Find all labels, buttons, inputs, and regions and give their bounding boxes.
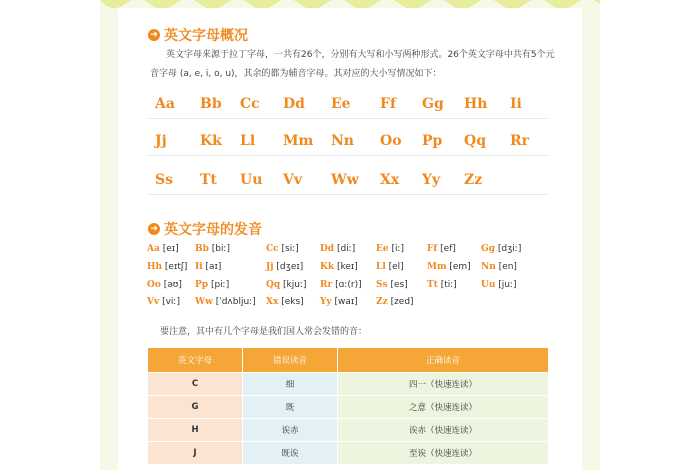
phonetic-entry xyxy=(427,262,471,272)
letter-pair: Kk xyxy=(200,133,222,149)
phonetic-symbol: [kjuː] xyxy=(283,280,307,290)
letter-pair: Vv xyxy=(283,172,302,188)
phonetic-symbol: [juː] xyxy=(498,280,517,290)
phonetic-symbol: [diː] xyxy=(336,244,356,254)
arrow-icon: ➜ xyxy=(148,223,160,235)
phonetic-symbol: [waɪ] xyxy=(334,297,358,307)
section-title: 英文字母概况 xyxy=(164,28,248,44)
phonetic-entry xyxy=(195,244,230,254)
letter-pair: Gg xyxy=(422,96,444,112)
phonetic-symbol: [en] xyxy=(498,262,517,272)
section-title: 英文字母的发音 xyxy=(164,222,262,238)
table-row xyxy=(148,419,549,442)
letter-label: Cc xyxy=(266,244,279,254)
letter-label: Hh xyxy=(147,262,163,272)
letter-label: Oo xyxy=(147,280,161,290)
phonetic-symbol: [el] xyxy=(388,262,404,272)
phonetic-entry xyxy=(427,244,456,254)
table-cell: G xyxy=(148,396,243,419)
letter-label: Qq xyxy=(266,280,281,290)
column-header: 错误读音 xyxy=(243,348,338,373)
phonetic-entry xyxy=(481,280,517,290)
phonetic-entry xyxy=(266,280,307,290)
phonetic-entry xyxy=(266,244,299,254)
table-header-row xyxy=(148,348,549,373)
letter-label: Aa xyxy=(147,244,160,254)
arrow-icon: ➜ xyxy=(148,29,160,41)
letter-pair: Oo xyxy=(380,133,402,149)
letter-label: Pp xyxy=(195,280,209,290)
letter-pair: Dd xyxy=(283,96,305,112)
letter-label: Ii xyxy=(195,262,203,272)
guide-line xyxy=(148,118,548,119)
column-header: 正确读音 xyxy=(338,348,549,373)
letter-label: Zz xyxy=(376,297,388,307)
phonetic-symbol: [em] xyxy=(449,262,471,272)
phonetic-entry xyxy=(481,262,517,272)
phonetic-entry xyxy=(481,244,521,254)
letter-pair: Pp xyxy=(422,133,443,149)
table-cell: 之意（快速连读） xyxy=(338,396,549,419)
table-cell: 既诶 xyxy=(243,442,338,465)
letter-pair: Zz xyxy=(464,172,483,188)
letter-pair: Ss xyxy=(155,172,173,188)
letter-label: Ll xyxy=(376,262,386,272)
letter-pair: Aa xyxy=(155,96,175,112)
phonetic-entry xyxy=(147,280,182,290)
table-cell: 诶赤 xyxy=(243,419,338,442)
phonetic-symbol: [eɪtʃ] xyxy=(164,262,188,272)
phonetic-entry xyxy=(195,280,229,290)
letter-label: Nn xyxy=(481,262,496,272)
letter-pair: Hh xyxy=(464,96,488,112)
table-cell: 既 xyxy=(243,396,338,419)
phonetic-entry xyxy=(320,280,362,290)
phonetic-entry xyxy=(376,244,404,254)
phonetic-entry xyxy=(376,262,404,272)
letter-pair: Rr xyxy=(510,133,530,149)
phonetic-symbol: [ef] xyxy=(440,244,456,254)
table-cell: J xyxy=(148,442,243,465)
guide-line xyxy=(148,194,548,195)
letter-pair: Uu xyxy=(240,172,263,188)
letter-pair: Ww xyxy=(331,172,359,188)
section-pronunciation-heading xyxy=(148,219,262,239)
letter-label: Ww xyxy=(195,297,213,307)
section-overview-heading xyxy=(148,25,248,45)
table-row xyxy=(148,396,549,419)
phonetic-symbol: [es] xyxy=(390,280,408,290)
phonetic-symbol: [viː] xyxy=(162,297,180,307)
phonetic-entry xyxy=(195,262,221,272)
letter-pair: Tt xyxy=(200,172,217,188)
letter-label: Mm xyxy=(427,262,447,272)
letter-label: Ee xyxy=(376,244,389,254)
table-cell: 四一（快速连读） xyxy=(338,373,549,396)
pronunciation-table xyxy=(147,347,549,465)
phonetic-symbol: [eɪ] xyxy=(162,244,179,254)
phonetic-entry xyxy=(195,297,256,307)
table-row xyxy=(148,442,549,465)
column-header: 英文字母 xyxy=(148,348,243,373)
phonetic-entry xyxy=(147,262,187,272)
phonetic-symbol: [ɑː(r)] xyxy=(335,280,362,290)
letter-pair: Ii xyxy=(510,96,522,112)
guide-line xyxy=(148,155,548,156)
table-cell: C xyxy=(148,373,243,396)
letter-label: Dd xyxy=(320,244,335,254)
table-cell: 至诶（快速连读） xyxy=(338,442,549,465)
phonetic-symbol: [dʒeɪ] xyxy=(276,262,304,272)
phonetic-symbol: [ˈdʌbljuː] xyxy=(215,297,256,307)
phonetic-entry xyxy=(147,297,180,307)
letter-label: Yy xyxy=(320,297,332,307)
table-cell: H xyxy=(148,419,243,442)
phonetic-symbol: [keɪ] xyxy=(336,262,358,272)
letter-pair: Bb xyxy=(200,96,222,112)
phonetic-entry xyxy=(427,280,457,290)
letter-pair: Nn xyxy=(331,133,354,149)
note-text: 要注意，其中有几个字母是我们国人常会发错的音： xyxy=(160,327,368,337)
letter-pair: Cc xyxy=(240,96,260,112)
letter-pair: Ll xyxy=(240,133,256,149)
table-cell: 细 xyxy=(243,373,338,396)
table-cell: 诶赤（快速连读） xyxy=(338,419,549,442)
letter-pair: Qq xyxy=(464,133,486,149)
phonetic-entry xyxy=(266,297,304,307)
letter-pair: Jj xyxy=(155,133,167,149)
phonetic-symbol: [iː] xyxy=(391,244,405,254)
letter-label: Bb xyxy=(195,244,209,254)
phonetic-symbol: [əʊ] xyxy=(163,280,182,290)
phonetic-symbol: [piː] xyxy=(210,280,230,290)
letter-label: Gg xyxy=(481,244,495,254)
letter-label: Uu xyxy=(481,280,496,290)
letter-label: Ff xyxy=(427,244,438,254)
letter-label: Rr xyxy=(320,280,333,290)
letter-label: Vv xyxy=(147,297,160,307)
letter-pair: Xx xyxy=(380,172,400,188)
phonetic-symbol: [tiː] xyxy=(440,280,457,290)
phonetic-symbol: [dʒiː] xyxy=(497,244,522,254)
letter-pair: Yy xyxy=(422,172,441,188)
phonetic-entry xyxy=(266,262,303,272)
phonetic-entry xyxy=(376,280,408,290)
letter-label: Ss xyxy=(376,280,388,290)
letter-pair: Ee xyxy=(331,96,351,112)
phonetic-entry xyxy=(320,244,355,254)
phonetic-entry xyxy=(147,244,179,254)
letter-label: Tt xyxy=(427,280,438,290)
phonetic-symbol: [biː] xyxy=(211,244,231,254)
phonetic-entry xyxy=(320,297,358,307)
intro-paragraph: 英文字母来源于拉丁字母，一共有26个，分别有大写和小写两种形式。26个英文字母中共有5个元音字母 (a, e, i, o, u)，其余的都为辅音字母。其对应的大小写情况如下： xyxy=(150,50,555,79)
letter-pair: Mm xyxy=(283,133,314,149)
letter-label: Jj xyxy=(266,262,274,272)
phonetic-entry xyxy=(376,297,414,307)
table-row xyxy=(148,373,549,396)
letter-label: Xx xyxy=(266,297,279,307)
phonetic-symbol: [eks] xyxy=(281,297,304,307)
letter-pair: Ff xyxy=(380,96,396,112)
letter-label: Kk xyxy=(320,262,335,272)
phonetic-symbol: [zed] xyxy=(390,297,414,307)
phonetic-entry xyxy=(320,262,358,272)
phonetic-symbol: [aɪ] xyxy=(205,262,222,272)
phonetic-symbol: [siː] xyxy=(281,244,299,254)
